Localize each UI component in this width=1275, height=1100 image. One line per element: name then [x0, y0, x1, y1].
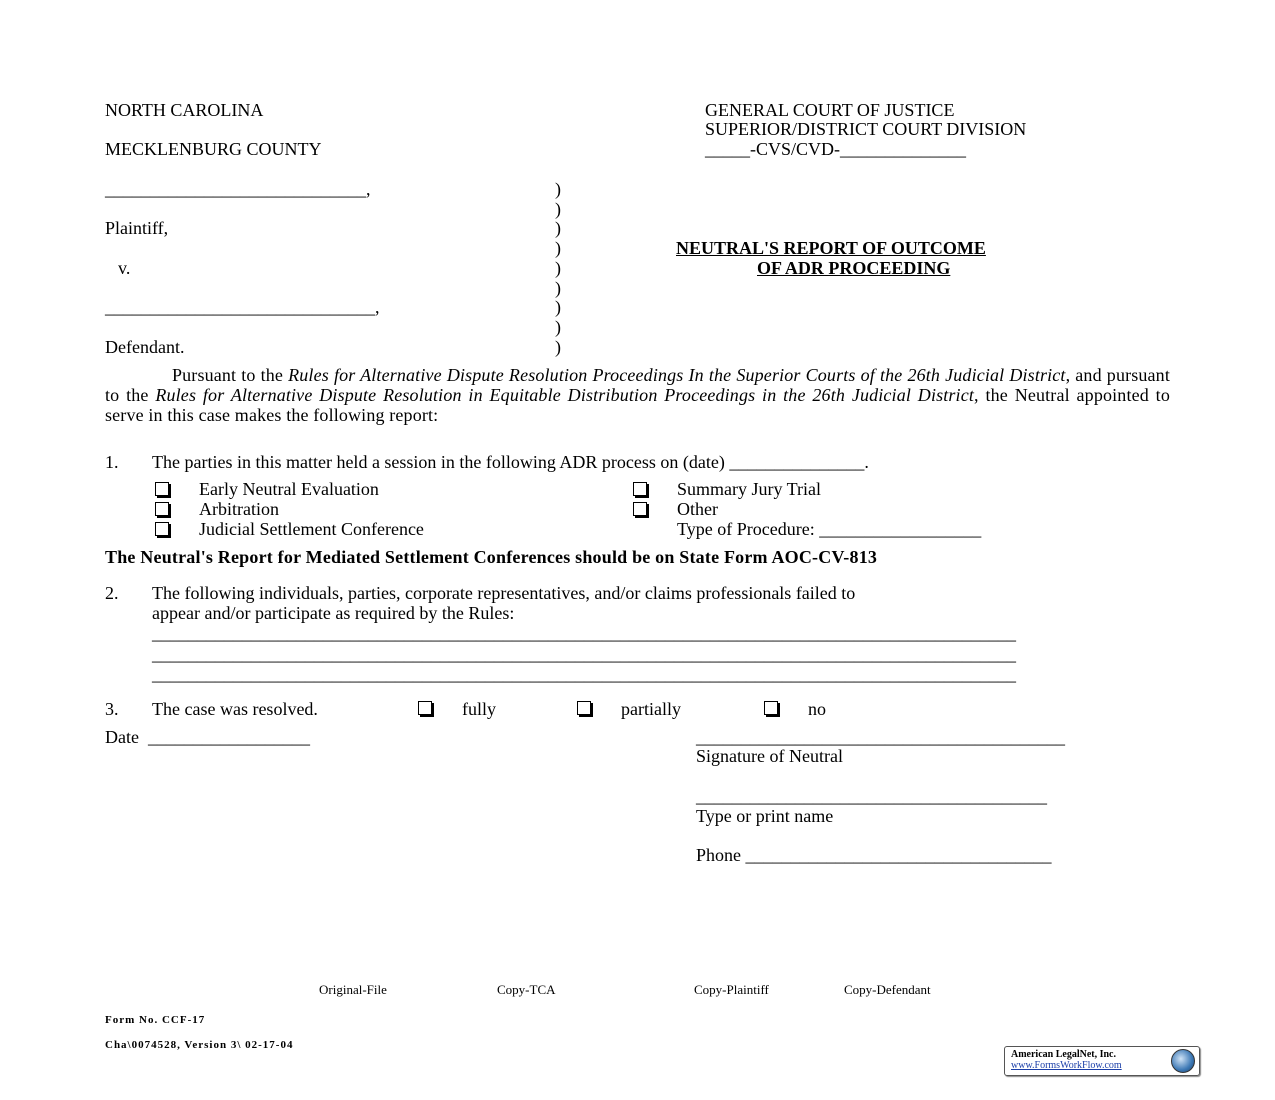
nonappearance-blank-line[interactable]: ________________________________________________________________________________________________ — [152, 644, 1016, 664]
judicial-settlement-label: Judicial Settlement Conference — [199, 519, 424, 539]
partially-label: partially — [621, 699, 681, 719]
mediated-settlement-notice: The Neutral's Report for Mediated Settlement Conferences should be on State Form AOC-CV-813 — [105, 547, 878, 567]
county-name: MECKLENBURG COUNTY — [105, 139, 322, 159]
state-name: NORTH CAROLINA — [105, 100, 264, 120]
phone-field[interactable]: Phone __________________________________ — [696, 845, 1052, 865]
paren: ) — [555, 199, 561, 219]
fully-label: fully — [462, 699, 496, 719]
judicial-settlement-checkbox[interactable] — [155, 522, 169, 536]
arbitration-checkbox[interactable] — [155, 502, 169, 516]
american-legalnet-logo[interactable] — [1004, 1046, 1200, 1076]
session-date-statement: The parties in this matter held a session in the following ADR process on (date) _______________. — [152, 452, 869, 472]
arbitration-label: Arbitration — [199, 499, 279, 519]
file-number-field[interactable]: _____-CVS/CVD-______________ — [705, 139, 967, 159]
not-resolved-checkbox[interactable] — [764, 701, 778, 715]
form-title-line2: OF ADR PROCEEDING — [757, 258, 951, 278]
other-checkbox[interactable] — [633, 502, 647, 516]
paren: ) — [555, 297, 561, 317]
globe-icon — [1171, 1049, 1195, 1073]
plaintiff-label: Plaintiff, — [105, 218, 169, 238]
logo-company-name: American LegalNet, Inc. — [1011, 1049, 1116, 1060]
name-label: Type or print name — [696, 806, 834, 826]
item-number: 2. — [105, 583, 119, 603]
paren: ) — [555, 317, 561, 337]
type-of-procedure-field[interactable]: Type of Procedure: __________________ — [677, 519, 982, 539]
logo-website-link[interactable]: www.FormsWorkFlow.com — [1011, 1060, 1122, 1071]
distribution-defendant: Copy-Defendant — [844, 982, 931, 997]
nonappearance-statement-line2: appear and/or participate as required by the Rules: — [152, 603, 515, 623]
nonappearance-blank-line[interactable]: ________________________________________________________________________________________________ — [152, 664, 1016, 684]
paren: ) — [555, 337, 561, 357]
paren: ) — [555, 179, 561, 199]
summary-jury-label: Summary Jury Trial — [677, 479, 822, 499]
versus-label: v. — [118, 258, 131, 278]
plaintiff-name-field[interactable]: _____________________________, — [105, 179, 371, 199]
paren: ) — [555, 258, 561, 278]
form-number: Form No. CCF-17 — [105, 1014, 206, 1026]
defendant-label: Defendant. — [105, 337, 185, 357]
form-title-line1: NEUTRAL'S REPORT OF OUTCOME — [676, 238, 986, 258]
distribution-tca: Copy-TCA — [497, 982, 556, 997]
signature-label: Signature of Neutral — [696, 746, 843, 766]
date-field[interactable]: Date __________________ — [105, 727, 310, 747]
intro-text: , the Neutral appointed to serve in this case makes the following report: — [105, 385, 1170, 425]
item-number: 3. — [105, 699, 119, 719]
distribution-plaintiff: Copy-Plaintiff — [694, 982, 769, 997]
case-resolved-statement: The case was resolved. — [152, 699, 318, 719]
summary-jury-checkbox[interactable] — [633, 482, 647, 496]
early-neutral-label: Early Neutral Evaluation — [199, 479, 379, 499]
distribution-original: Original-File — [319, 982, 387, 997]
nonappearance-blank-line[interactable]: ________________________________________________________________________________________________ — [152, 623, 1016, 643]
equitable-distribution-rules-title: Rules for Alternative Dispute Resolution in Equitable Distribution Proceedings in the 26th Judicial District — [155, 385, 975, 405]
paren: ) — [555, 278, 561, 298]
fully-resolved-checkbox[interactable] — [418, 701, 432, 715]
partially-resolved-checkbox[interactable] — [577, 701, 591, 715]
intro-paragraph — [105, 365, 1170, 425]
signature-line[interactable]: _________________________________________ — [696, 727, 1065, 747]
court-name: GENERAL COURT OF JUSTICE — [705, 100, 955, 120]
item-number: 1. — [105, 452, 119, 472]
defendant-name-field[interactable]: ______________________________, — [105, 297, 380, 317]
no-label: no — [808, 699, 826, 719]
nonappearance-statement-line1: The following individuals, parties, corporate representatives, and/or claims professionals failed to — [152, 583, 856, 603]
name-line[interactable]: _______________________________________ — [696, 786, 1047, 806]
early-neutral-checkbox[interactable] — [155, 482, 169, 496]
paren: ) — [555, 238, 561, 258]
intro-text: , and pursuant to the — [105, 365, 1170, 405]
intro-text: Pursuant to the — [172, 365, 289, 385]
court-division: SUPERIOR/DISTRICT COURT DIVISION — [705, 119, 1027, 139]
form-version: Cha\0074528, Version 3\ 02-17-04 — [105, 1039, 294, 1051]
paren: ) — [555, 218, 561, 238]
other-label: Other — [677, 499, 718, 519]
superior-court-rules-title: Rules for Alternative Dispute Resolution Proceedings In the Superior Courts of the 26th Judicial District — [288, 365, 1066, 385]
